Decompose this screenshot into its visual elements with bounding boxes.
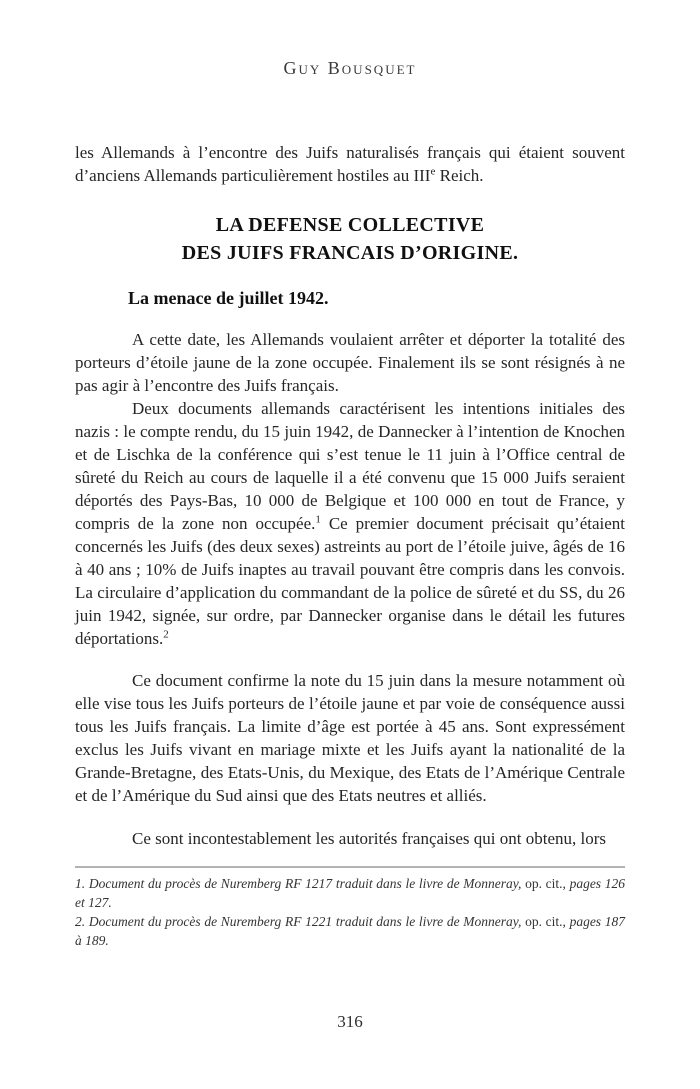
- footnote-divider: [75, 866, 625, 868]
- paragraph-documents-part1: Deux documents allemands caractérisent les intentions initiales des nazis : le compte rendu, du 15 juin 1942, de Dannecker à l’intention de Knochen et de Lischka de la conférence qui s’est tenue le 11 juin à l’Office central de sûreté du Reich au cours de laquelle il a été convenu que 15 000 Juifs seraient déportés des Pays-Bas, 10 000 de Belgique et 100 000 en tout de France, y compris de la zone non occupée.: [75, 399, 625, 533]
- footnote-1-opcit: op. cit.,: [521, 876, 570, 891]
- footnote-1: [75, 874, 625, 912]
- paragraph-confirmation: Ce document confirme la note du 15 juin dans la mesure notamment où elle vise tous les Juifs porteurs de l’étoile jaune et par voie de conséquence aussi tous les Juifs français. La limite d’âge est portée à 45 ans. Sont expressément exclus les Juifs vivant en mariage mixte et les Juifs ayant la nationalité de la Grande-Bretagne, des Etats-Unis, du Mexique, des Etats de l’Amérique Centrale et de l’Amérique du Sud ainsi que des Etats neutres et alliés.: [75, 671, 625, 805]
- footnote-2: [75, 912, 625, 950]
- opening-paragraph-text: les Allemands à l’encontre des Juifs naturalisés français qui étaient souvent d’anciens Allemands particulièrement hostiles au III: [75, 143, 625, 185]
- footnote-ref-1: 1: [315, 513, 321, 526]
- section-title: [75, 211, 625, 267]
- opening-paragraph: [75, 141, 625, 187]
- running-header-author: Guy Bousquet: [283, 58, 417, 78]
- footnote-ref-2: 2: [163, 628, 169, 641]
- ordinal-superscript: e: [430, 165, 436, 178]
- page-number: 316: [337, 1012, 363, 1031]
- opening-paragraph-text-end: Reich.: [435, 166, 484, 185]
- footnote-2-opcit: op. cit.,: [521, 914, 570, 929]
- footnotes-block: [75, 874, 625, 950]
- paragraph-authorities: Ce sont incontestablement les autorités françaises qui ont obtenu, lors: [132, 829, 606, 848]
- footnote-2-pages: pages 187 à 189.: [75, 914, 625, 948]
- footnote-1-pages: pages 126 et 127.: [75, 876, 625, 910]
- section-title-line2: DES JUIFS FRANCAIS D’ORIGINE.: [181, 242, 519, 264]
- paragraph-threat: A cette date, les Allemands voulaient arrêter et déporter la totalité des porteurs d’étoile jaune de la zone occupée. Finalement ils se sont résignés à ne pas agir à l’encontre des Juifs français.: [75, 330, 625, 395]
- section-title-line1: LA DEFENSE COLLECTIVE: [215, 214, 485, 236]
- paragraph-documents: [75, 397, 625, 650]
- footnote-2-text: 2. Document du procès de Nuremberg RF 1221 traduit dans le livre de Monneray,: [75, 914, 522, 929]
- subsection-title: La menace de juillet 1942.: [128, 288, 329, 308]
- footnote-1-text: 1. Document du procès de Nuremberg RF 1217 traduit dans le livre de Monneray,: [75, 876, 522, 891]
- paragraph-documents-part2: Ce premier document précisait qu’étaient concernés les Juifs (des deux sexes) astreints au port de l’étoile juive, âgés de 16 à 40 ans ; 10% de Juifs inaptes au travail pouvant être compris dans les convois. La circulaire d’application du commandant de la police de sûreté et du SS, du 26 juin 1942, signée, sur ordre, par Dannecker organise dans le détail les futures déportations.: [75, 514, 625, 648]
